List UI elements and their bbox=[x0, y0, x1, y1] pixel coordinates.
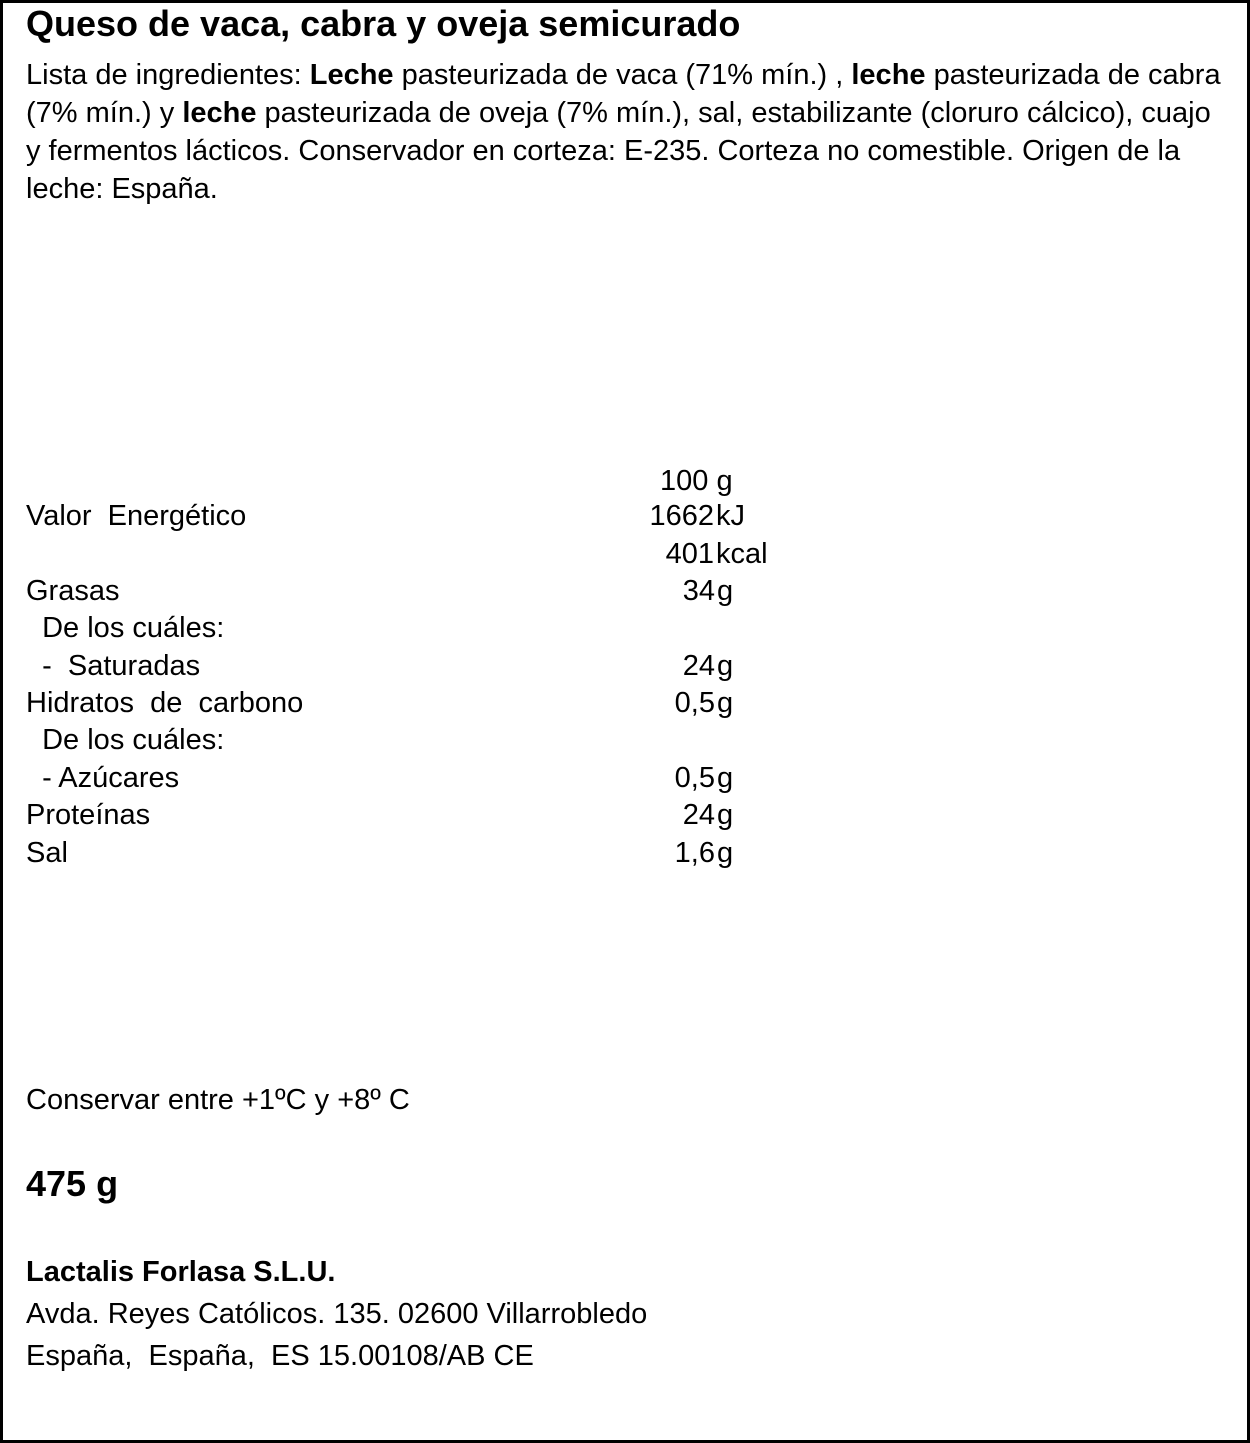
allergen-milk: Leche bbox=[309, 59, 394, 91]
company-address: Avda. Reyes Católicos. 135. 02600 Villarrobledo bbox=[26, 1298, 648, 1330]
sugars-label: - Azúcares bbox=[26, 762, 180, 794]
energy-kj-value: 1662 bbox=[649, 500, 714, 532]
fat-value: 34 bbox=[682, 575, 715, 607]
saturated-unit: g bbox=[717, 650, 734, 682]
salt-label: Sal bbox=[26, 837, 68, 869]
of-which-label: De los cuáles: bbox=[26, 724, 225, 756]
carbs-unit: g bbox=[717, 687, 734, 719]
storage-instructions: Conservar entre +1ºC y +8º C bbox=[26, 1084, 410, 1116]
allergen-milk: leche bbox=[182, 97, 257, 129]
sugars-unit: g bbox=[717, 762, 734, 794]
fat-unit: g bbox=[717, 575, 734, 607]
of-which-label: De los cuáles: bbox=[26, 612, 225, 644]
protein-label: Proteínas bbox=[26, 799, 151, 831]
product-title: Queso de vaca, cabra y oveja semicurado bbox=[26, 3, 741, 44]
protein-value: 24 bbox=[682, 799, 715, 831]
sugars-value: 0,5 bbox=[674, 762, 715, 794]
carbs-label: Hidratos de carbono bbox=[26, 687, 304, 719]
fat-label: Grasas bbox=[26, 575, 120, 607]
ingredients-text: pasteurizada de oveja (7% mín.), sal, estabilizante (cloruro cálcico), cuajo y fermentos lácticos. Conservador en corteza: E-235. Corteza no comestible. Origen de la leche: España. bbox=[26, 97, 1211, 205]
allergen-milk: leche bbox=[851, 59, 926, 91]
energy-kj-unit: kJ bbox=[716, 500, 745, 532]
nutrition-header: 100 g bbox=[660, 465, 733, 497]
company-name: Lactalis Forlasa S.L.U. bbox=[26, 1256, 336, 1288]
ingredients-text: pasteurizada de cabra (7% mín.) y bbox=[26, 59, 1221, 129]
salt-unit: g bbox=[717, 837, 734, 869]
saturated-value: 24 bbox=[682, 650, 715, 682]
ingredients-text: pasteurizada de vaca (71% mín.) , bbox=[393, 59, 852, 91]
protein-unit: g bbox=[717, 799, 734, 831]
salt-value: 1,6 bbox=[674, 837, 715, 869]
ingredients-list bbox=[26, 56, 1226, 208]
ingredients-text: Lista de ingredientes: bbox=[26, 59, 310, 91]
energy-label: Valor Energético bbox=[26, 500, 247, 532]
net-weight: 475 g bbox=[26, 1163, 119, 1204]
energy-kcal-value: 401 bbox=[665, 538, 714, 570]
saturated-label: - Saturadas bbox=[26, 650, 201, 682]
energy-kcal-unit: kcal bbox=[716, 538, 768, 570]
carbs-value: 0,5 bbox=[674, 687, 715, 719]
company-registry: España, España, ES 15.00108/AB CE bbox=[26, 1340, 534, 1372]
